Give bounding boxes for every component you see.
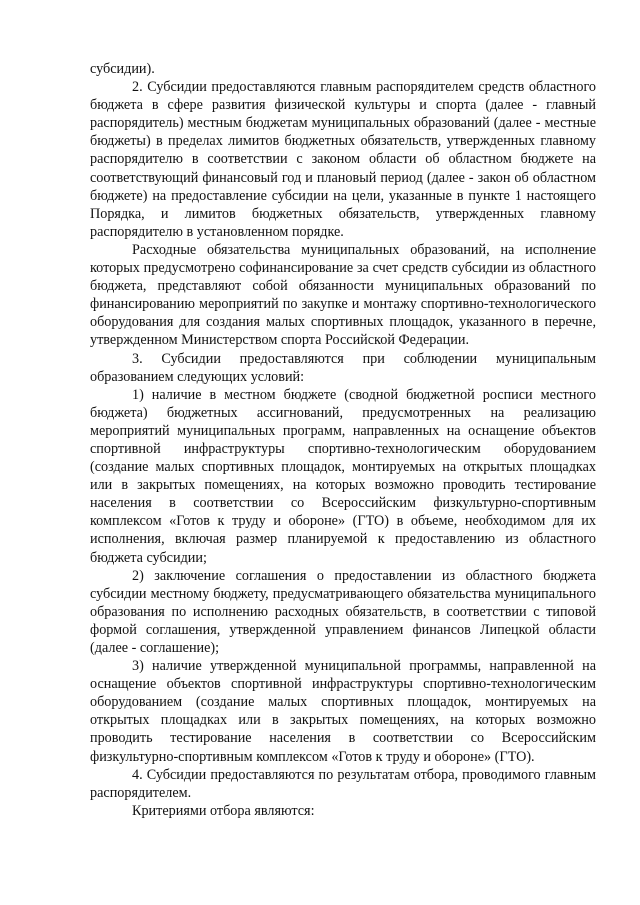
paragraph: 4. Субсидии предоставляются по результатам отбора, проводимого главным распорядителем. <box>90 766 596 801</box>
paragraph: субсидии). <box>90 61 155 77</box>
paragraph: 2. Субсидии предоставляются главным распорядителем средств областного бюджета в сфере развития физической культуры и спорта (далее - главный распорядитель) местным бюджетам муниципальных образований (далее - местные бюджеты) в пределах лимитов бюджетных обязательств, утвержденных главному распорядителю в соответствии с законом области об областном бюджете на соответствующий финансовый год и плановый период (далее - закон об областном бюджете) на предоставление субсидии на цели, указанные в пункте 1 настоящего Порядка, и лимитов бюджетных обязательств, утвержденных главному распорядителю в установленном порядке. <box>90 79 596 240</box>
document-page <box>90 60 596 820</box>
paragraph: 3) наличие утвержденной муниципальной программы, направленной на оснащение объектов спортивной инфраструктуры спортивно-технологическим оборудованием (создание малых спортивных площадок, монтируемых на открытых площадках или в закрытых помещениях, на которых возможно проводить тестирование населения в соответствии со Всероссийским физкультурно-спортивным комплексом «Готов к труду и обороне» (ГТО). <box>90 658 596 765</box>
paragraph: 3. Субсидии предоставляются при соблюдении муниципальным образованием следующих условий: <box>90 350 596 385</box>
paragraph: 1) наличие в местном бюджете (сводной бюджетной росписи местного бюджета) бюджетных ассигнований, предусмотренных на реализацию мероприятий муниципальных программ, направленных на оснащение объектов спортивной инфраструктуры спортивно-технологическим оборудованием (создание малых спортивных площадок, монтируемых на открытых площадках или в закрытых помещениях, на которых возможно проводить тестирование населения в соответствии со Всероссийским физкультурно-спортивным комплексом «Готов к труду и обороне» (ГТО) в объеме, необходимом для их исполнения, включая размер планируемой к предоставлению из областного бюджета субсидии; <box>90 386 596 566</box>
paragraph: 2) заключение соглашения о предоставлении из областного бюджета субсидии местному бюджету, предусматривающего обязательства муниципального образования по исполнению расходных обязательств, в соответствии с типовой формой соглашения, утвержденной управлением финансов Липецкой области (далее - соглашение); <box>90 567 596 656</box>
paragraph: Расходные обязательства муниципальных образований, на исполнение которых предусмотрено софинансирование за счет средств субсидии из областного бюджета, представляют собой обязанности муниципальных образований по финансированию мероприятий по закупке и монтажу спортивно-технологического оборудования для создания малых спортивных площадок, указанного в перечне, утвержденном Министерством спорта Российской Федерации. <box>90 241 596 349</box>
paragraph: Критериями отбора являются: <box>132 802 315 819</box>
